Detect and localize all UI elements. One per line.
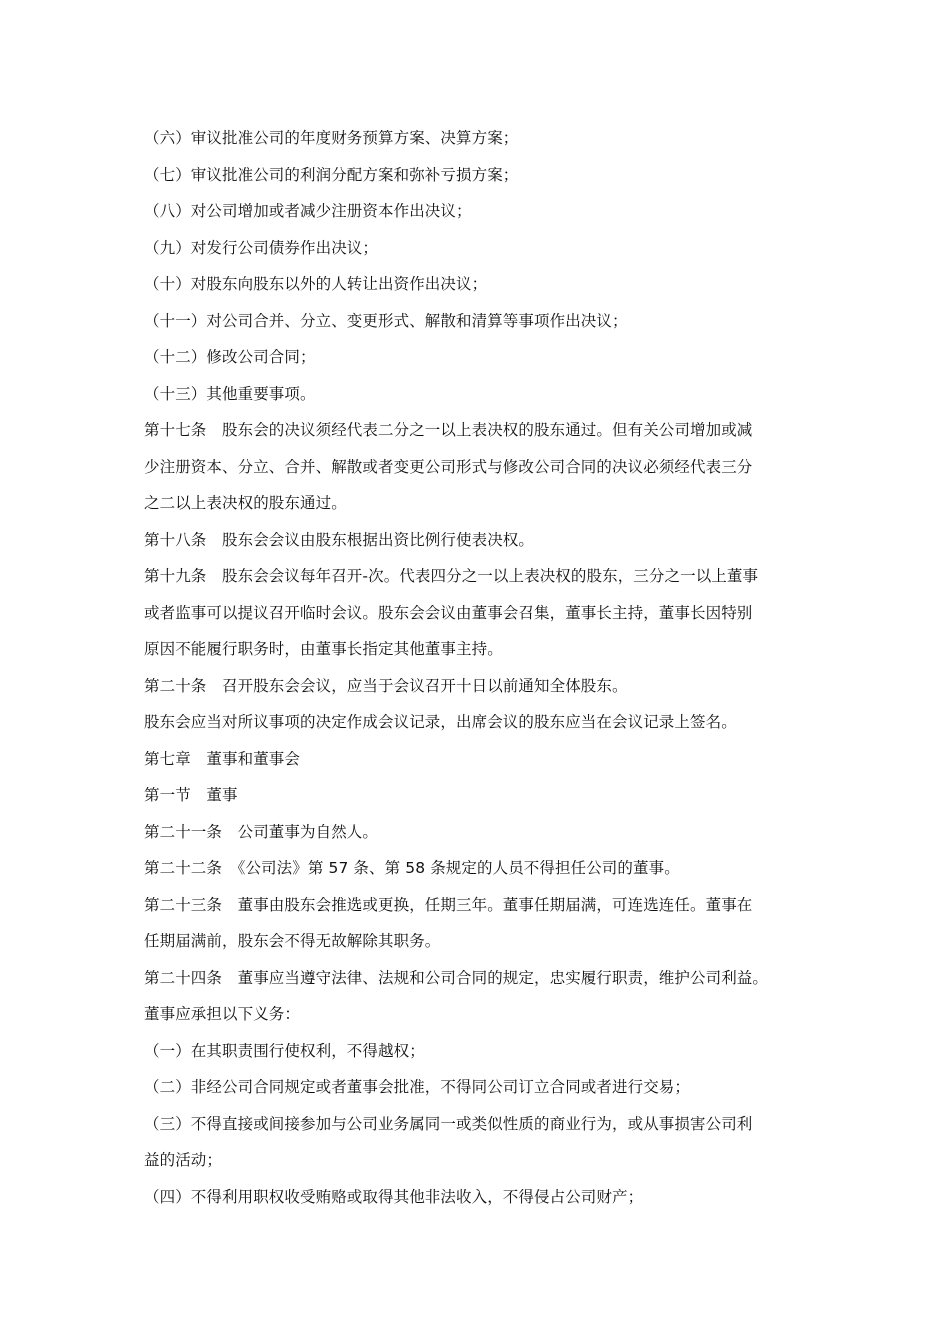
text-line: （七）审议批准公司的利润分配方案和弥补亏损方案； <box>144 165 519 184</box>
text-line: （九）对发行公司债券作出决议； <box>144 238 379 257</box>
text-line: 原因不能履行职务时，由董事长指定其他董事主持。 <box>144 640 503 658</box>
text-line: 董事应承担以下义务： <box>144 1005 301 1023</box>
text-line: （六）审议批准公司的年度财务预算方案、决算方案； <box>144 129 519 147</box>
article-18-line: 第十八条 股东会会议由股东根据出资比例行使表决权。 <box>144 530 535 549</box>
text-line: （二）非经公司合同规定或者董事会批准，不得同公司订立合同或者进行交易； <box>144 1078 691 1096</box>
text-line: 少注册资本、分立、合并、解散或者变更公司形式与修改公司合同的决议必须经代表三分 <box>144 457 753 476</box>
text-line: 或者监事可以提议召开临时会议。股东会会议由董事会召集，董事长主持，董事长因特别 <box>144 603 753 622</box>
article-22-line: 第二十二条 《公司法》第 57 条、第 58 条规定的人员不得担任公司的董事。 <box>144 859 680 877</box>
text-line: 任期届满前，股东会不得无故解除其职务。 <box>144 932 441 950</box>
text-line: 益的活动； <box>144 1151 223 1169</box>
document-body <box>144 120 814 1215</box>
text-line: （十一）对公司合并、分立、变更形式、解散和清算等事项作出决议； <box>144 311 628 330</box>
article-23-line: 第二十三条 董事由股东会推选或更换，任期三年。董事任期届满，可连选连任。董事在 <box>144 895 753 914</box>
text-line: （十三）其他重要事项。 <box>144 384 316 403</box>
text-line: （四）不得利用职权收受贿赂或取得其他非法收入，不得侵占公司财产； <box>144 1187 644 1206</box>
article-21-line: 第二十一条 公司董事为自然人。 <box>144 822 379 841</box>
text-line: （一）在其职责围行使权利，不得越权； <box>144 1041 425 1060</box>
article-20-line: 第二十条 召开股东会会议，应当于会议召开十日以前通知全体股东。 <box>144 676 628 695</box>
article-19-line: 第十九条 股东会会议每年召开-次。代表四分之一以上表决权的股东，三分之一以上董事 <box>144 567 759 585</box>
text-line: 股东会应当对所议事项的决定作成会议记录，出席会议的股东应当在会议记录上签名。 <box>144 713 737 731</box>
chapter-heading: 第七章 董事和董事会 <box>144 749 301 768</box>
text-line: （十）对股东向股东以外的人转让出资作出决议； <box>144 275 488 293</box>
text-line: 之二以上表决权的股东通过。 <box>144 494 347 512</box>
text-line: （三）不得直接或间接参加与公司业务属同一或类似性质的商业行为，或从事损害公司利 <box>144 1114 753 1133</box>
article-24-line: 第二十四条 董事应当遵守法律、法规和公司合同的规定，忠实履行职责，维护公司利益。 <box>144 968 769 987</box>
article-17-line: 第十七条 股东会的决议须经代表二分之一以上表决权的股东通过。但有关公司增加或减 <box>144 421 753 439</box>
text-line: （八）对公司增加或者减少注册资本作出决议； <box>144 202 472 220</box>
text-line: （十二）修改公司合同； <box>144 348 316 366</box>
section-heading: 第一节 董事 <box>144 786 238 804</box>
